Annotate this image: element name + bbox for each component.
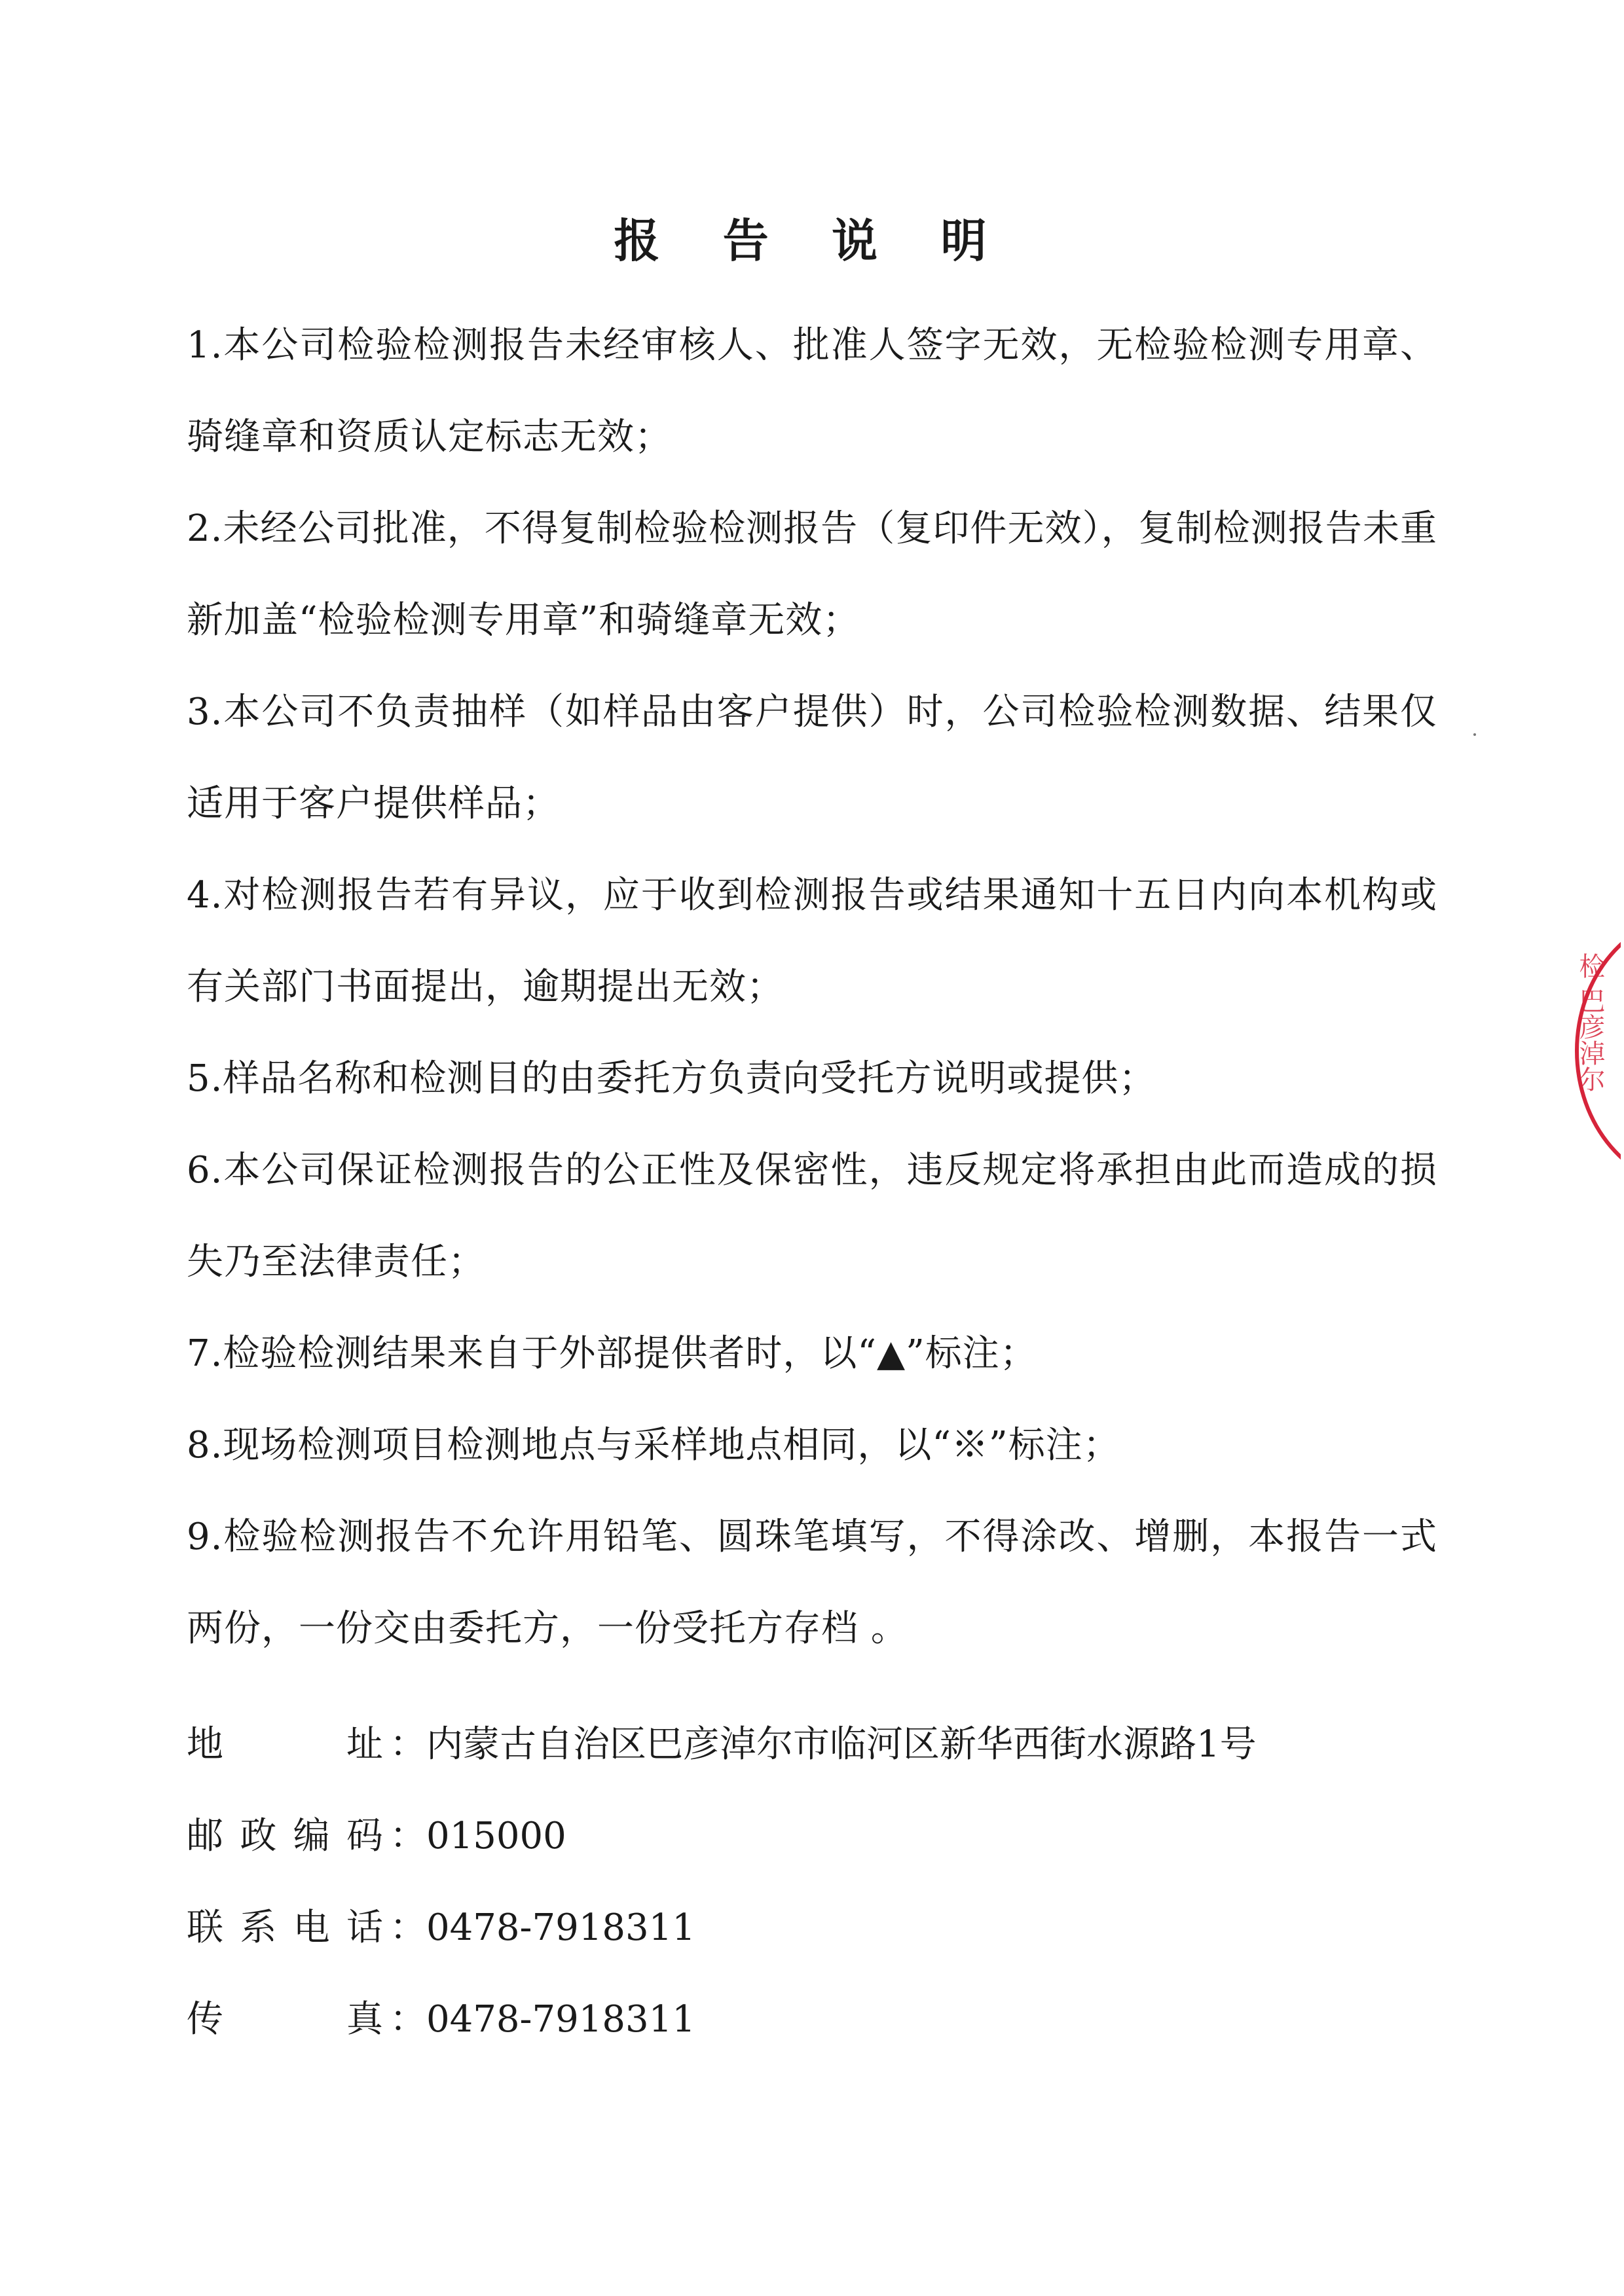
address-row [187, 1699, 1431, 1791]
clause-1: 1.本公司检验检测报告未经审核人、批准人签字无效，无检验检测专用章、骑缝章和资质认定标志无效； [187, 324, 1437, 458]
clause-2: 2.未经公司批准，不得复制检验检测报告（复印件无效），复制检测报告未重新加盖“检验检测专用章”和骑缝章无效； [187, 507, 1437, 642]
clause-5: 5.样品名称和检测目的由委托方负责向受托方说明或提供； [187, 1057, 1156, 1100]
clause-3: 3.本公司不负责抽样（如样品由客户提供）时，公司检验检测数据、结果仅适用于客户提供样品； [187, 691, 1437, 825]
seam-stamp [1568, 913, 1621, 1188]
clause-4: 4.对检测报告若有异议，应于收到检测报告或结果通知十五日内向本机构或有关部门书面提出，逾期提出无效； [187, 874, 1437, 1008]
postcode-row [187, 1791, 1431, 1882]
clause-6: 6.本公司保证检测报告的公正性及保密性，违反规定将承担由此而造成的损失乃至法律责任； [187, 1149, 1437, 1283]
scan-speck [1473, 733, 1476, 736]
clause-8: 8.现场检测项目检测地点与采样地点相同，以“※”标注； [187, 1424, 1120, 1467]
phone-separator: ： [390, 1906, 426, 1949]
postcode-label: 邮政编码 [187, 1815, 383, 1857]
address-separator: ： [390, 1723, 426, 1766]
page-title: 报 告 说 明 [614, 214, 1010, 268]
address-label: 地 址 [187, 1723, 383, 1766]
clause-list [187, 300, 1437, 1675]
postcode-separator: ： [390, 1815, 426, 1857]
stamp-text: 检 巴彦淖尔 [1575, 953, 1605, 1092]
fax-row [187, 1974, 1431, 2066]
clause-9: 9.检验检测报告不允许用铅笔、圆珠笔填写，不得涂改、增删，本报告一式两份，一份交由委托方，一份受托方存档 。 [187, 1516, 1437, 1650]
fax-separator: ： [390, 1998, 426, 2041]
phone-label: 联系电话 [187, 1906, 383, 1949]
phone-value: 0478-7918311 [426, 1906, 695, 1949]
phone-row [187, 1882, 1431, 1974]
fax-value: 0478-7918311 [426, 1998, 695, 2041]
fax-label: 传 真 [187, 1998, 383, 2041]
postcode-value: 015000 [426, 1815, 566, 1857]
clause-7: 7.检验检测结果来自于外部提供者时，以“▲”标注； [187, 1332, 1037, 1375]
address-value: 内蒙古自治区巴彦淖尔市临河区新华西街水源路1号 [426, 1723, 1257, 1766]
contact-block [187, 1699, 1431, 2066]
